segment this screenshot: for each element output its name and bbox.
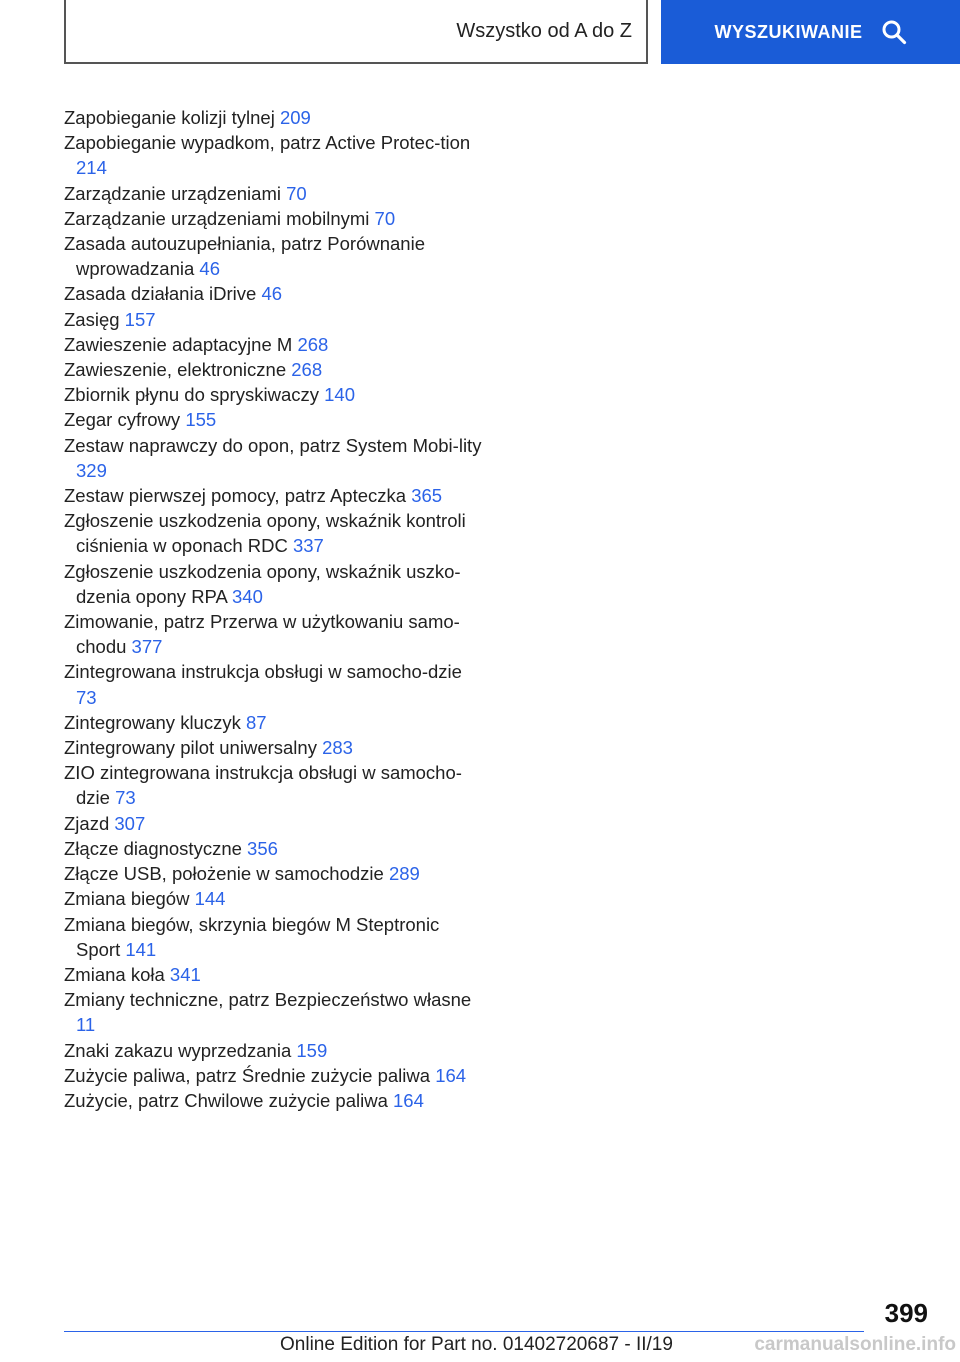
index-entry-text: Zawieszenie adaptacyjne M	[64, 333, 293, 355]
index-entry-text: Zbiornik płynu do spryskiwaczy	[64, 384, 319, 406]
index-entry-text: Zmiana koła	[64, 963, 165, 985]
page-number: 399	[884, 1298, 928, 1328]
index-entry-text: Zarządzanie urządzeniami	[64, 182, 281, 204]
section-tab-label: Wszystko od A do Z	[456, 19, 632, 42]
index-entry-page-link[interactable]: 140	[324, 384, 355, 406]
index-entry	[64, 206, 484, 231]
index-entry	[64, 559, 484, 609]
index-entry-page-link[interactable]: 340	[232, 585, 263, 607]
index-entry-page-link[interactable]: 365	[411, 485, 443, 507]
index-entry	[64, 609, 484, 659]
index-entry-page-link[interactable]: 159	[296, 1039, 328, 1061]
index-entry-text: Zużycie paliwa, patrz Średnie zużycie paliwa	[64, 1064, 431, 1086]
index-entry-text: Zmiany techniczne, patrz Bezpieczeństwo własne	[64, 989, 472, 1011]
index-entry-page-link[interactable]: 289	[388, 863, 420, 885]
index-entry	[64, 307, 484, 332]
index-entry-page-link[interactable]: 46	[261, 283, 283, 305]
index-entry-text: Zgłoszenie uszkodzenia opony, wskaźnik uszko-dzenia opony RPA	[64, 560, 461, 607]
index-entry-page-link[interactable]: 356	[247, 837, 278, 859]
index-entry	[64, 912, 484, 962]
index-entry-page-link[interactable]: 307	[114, 812, 146, 834]
index-entry	[64, 105, 484, 130]
index-entry	[64, 861, 484, 886]
index-entry-page-link[interactable]: 214	[76, 157, 107, 179]
index-entry	[64, 735, 484, 760]
index-entry	[64, 1063, 484, 1088]
index-entry-page-link[interactable]: 70	[286, 182, 307, 204]
watermark-text: carmanualsonline.info	[754, 1334, 956, 1355]
magnifier-icon	[881, 19, 907, 45]
index-entry-text: Złącze USB, położenie w samochodzie	[64, 863, 384, 885]
index-entry-page-link[interactable]: 46	[199, 258, 220, 280]
index-entry-text: Zestaw pierwszej pomocy, patrz Apteczka	[64, 485, 407, 507]
index-entry-page-link[interactable]: 268	[297, 333, 329, 355]
index-entry-page-link[interactable]: 70	[374, 207, 396, 229]
index-entry-text: Zarządzanie urządzeniami mobilnymi	[64, 207, 370, 229]
index-entry	[64, 332, 484, 357]
index-entry	[64, 760, 484, 810]
index-entry-page-link[interactable]: 209	[279, 107, 311, 128]
index-entry	[64, 1038, 484, 1063]
section-tab[interactable]	[64, 0, 648, 64]
index-entry	[64, 811, 484, 836]
index-entry	[64, 710, 484, 735]
index-entry	[64, 181, 484, 206]
footer-divider	[64, 1331, 864, 1332]
index-entry	[64, 407, 484, 432]
index-entry	[64, 357, 484, 382]
index-entry-text: Zapobieganie kolizji tylnej	[64, 107, 275, 128]
index-entry	[64, 130, 484, 180]
index-entry-page-link[interactable]: 87	[245, 711, 267, 733]
index-entry-page-link[interactable]: 268	[291, 359, 323, 381]
index-entry-page-link[interactable]: 157	[124, 308, 156, 330]
index-entry-text: Zasada działania iDrive	[64, 283, 257, 305]
index-entry-text: Zasada autouzupełniania, patrz Porównanie wprowadzania	[64, 233, 425, 280]
index-entry-text: Zintegrowany kluczyk	[64, 711, 241, 733]
index-entry-page-link[interactable]: 377	[131, 636, 163, 658]
index-entry-text: Zmiana biegów, skrzynia biegów M Steptronic Sport	[64, 913, 440, 960]
index-entry-page-link[interactable]: 141	[125, 938, 157, 960]
index-entry-page-link[interactable]: 283	[322, 737, 353, 759]
index-entry-text: Zjazd	[64, 812, 110, 834]
index-entry	[64, 508, 484, 558]
index-entry	[64, 281, 484, 306]
index-entry-text: Zimowanie, patrz Przerwa w użytkowaniu samo-chodu	[64, 611, 460, 658]
index-entry	[64, 659, 484, 709]
index-entry	[64, 836, 484, 861]
index-entry	[64, 433, 484, 483]
index-entry-text: ZIO zintegrowana instrukcja obsługi w samocho-dzie	[64, 762, 462, 809]
index-entry-text: Zapobieganie wypadkom, patrz Active Protec-tion	[64, 132, 471, 154]
index-entry-page-link[interactable]: 144	[194, 888, 226, 910]
index-entry-page-link[interactable]: 155	[185, 409, 217, 431]
index-entry-text: Zestaw naprawczy do opon, patrz System Mobi-lity	[64, 434, 482, 456]
index-entry-text: Zgłoszenie uszkodzenia opony, wskaźnik kontroli ciśnienia w oponach RDC	[64, 510, 466, 557]
index-entry-text: Zawieszenie, elektroniczne	[64, 359, 287, 381]
index-entry-page-link[interactable]: 11	[76, 1014, 96, 1036]
search-button-label: WYSZUKIWANIE	[714, 21, 863, 42]
index-entry-text: Zegar cyfrowy	[64, 409, 181, 431]
index-entry-page-link[interactable]: 164	[393, 1089, 424, 1111]
index-entry-text: Złącze diagnostyczne	[64, 837, 242, 859]
index-entry-text: Zintegrowana instrukcja obsługi w samocho-dzie	[64, 661, 462, 683]
index-entry-text: Znaki zakazu wyprzedzania	[64, 1039, 292, 1061]
index-entry-text: Zasięg	[64, 308, 120, 330]
index-entry	[64, 231, 484, 281]
index-entry-page-link[interactable]: 164	[435, 1064, 467, 1086]
index-entry-page-link[interactable]: 73	[76, 686, 97, 708]
edition-footer: Online Edition for Part no. 01402720687 - II/19	[280, 1334, 673, 1355]
index-entry	[64, 483, 484, 508]
index-entry-page-link[interactable]: 341	[169, 963, 201, 985]
index-entry-text: Zmiana biegów	[64, 888, 190, 910]
index-entry	[64, 382, 484, 407]
index-entry-page-link[interactable]: 337	[292, 535, 324, 557]
index-entry-page-link[interactable]: 73	[115, 787, 136, 809]
index-entry-text: Zintegrowany pilot uniwersalny	[64, 737, 317, 759]
index-entry-list	[64, 105, 484, 1113]
index-entry-text: Zużycie, patrz Chwilowe zużycie paliwa	[64, 1089, 388, 1111]
index-entry	[64, 962, 484, 987]
index-entry	[64, 886, 484, 911]
index-entry	[64, 1088, 484, 1113]
index-entry	[64, 987, 484, 1037]
search-button[interactable]	[661, 0, 960, 64]
index-entry-page-link[interactable]: 329	[76, 459, 107, 481]
